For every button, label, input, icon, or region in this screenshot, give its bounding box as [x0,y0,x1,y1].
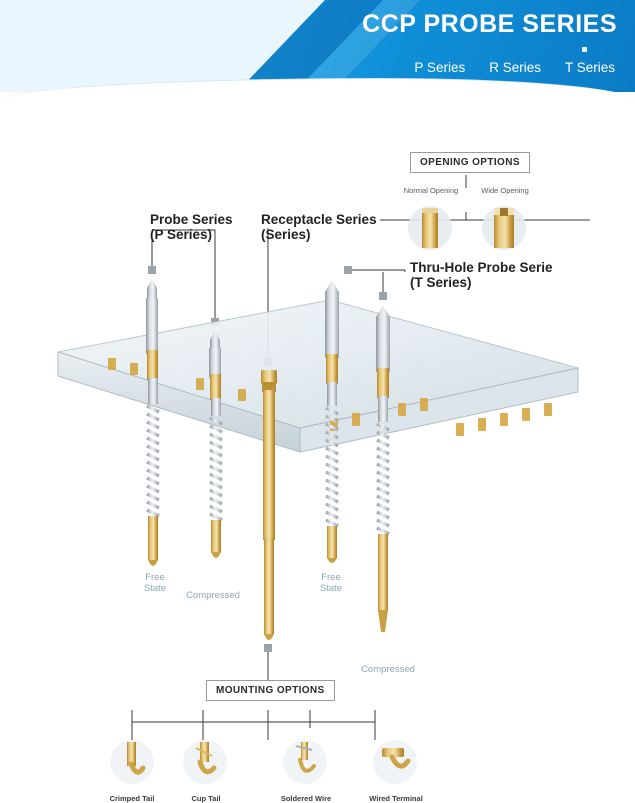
page-header [0,0,635,100]
tab-t-series[interactable]: T Series [564,60,615,75]
callout-thru-hole-series-line2: (T Series) [410,275,472,290]
mount-label-cup-tail: Cup Tail [191,794,221,803]
state-label-t-free-line1: Free [321,572,341,583]
opening-option-wide-label: Wide Opening [481,186,529,195]
callout-probe-series-line2: (P Series) [150,227,213,242]
state-label-p-free-line1: Free [145,572,165,583]
callout-probe-series [150,212,233,242]
mount-label-wired-terminal: Wired Terminal [369,794,423,803]
mount-sample-cup-tail [183,740,227,784]
tab-p-series[interactable]: P Series [414,60,466,75]
opening-option-normal-label: Normal Opening [403,186,459,195]
mounting-options-box: MOUNTING OPTIONS [206,680,335,701]
state-label-p-compressed: Compressed [186,590,240,601]
state-label-p-free [132,572,178,594]
probe-p-free [146,278,159,566]
header-tabs [414,60,615,75]
state-label-t-compressed: Compressed [361,664,415,675]
callout-receptacle-series [261,212,377,242]
callout-thru-hole-series [410,260,553,290]
header-dot-decoration [582,47,587,52]
tab-r-series[interactable]: R Series [489,60,541,75]
probe-p-compressed [209,330,222,558]
callout-probe-series-line1: Probe Series [150,212,233,227]
state-label-t-free [308,572,354,594]
opening-option-normal [408,206,452,250]
mount-sample-soldered-wire [283,740,327,784]
callout-thru-hole-series-line1: Thru-Hole Probe Serie [410,260,553,275]
opening-options-box: OPENING OPTIONS [410,152,530,173]
probe-diagram [0,100,635,803]
opening-option-wide [482,206,526,250]
receptacle-series [261,370,277,640]
page-title: CCP PROBE SERIES [362,10,617,38]
mount-sample-crimped-tail [110,740,154,784]
state-label-t-free-line2: State [319,583,343,594]
mount-sample-wired-terminal [373,740,417,784]
probe-t-compressed [376,305,390,632]
mount-label-soldered-wire: Soldered Wire [280,794,332,803]
state-label-p-free-line2: State [143,583,167,594]
callout-receptacle-series-line2: (Series) [261,227,311,242]
mount-label-crimped-tail: Crimped Tail [109,794,155,803]
callout-receptacle-series-line1: Receptacle Series [261,212,377,227]
